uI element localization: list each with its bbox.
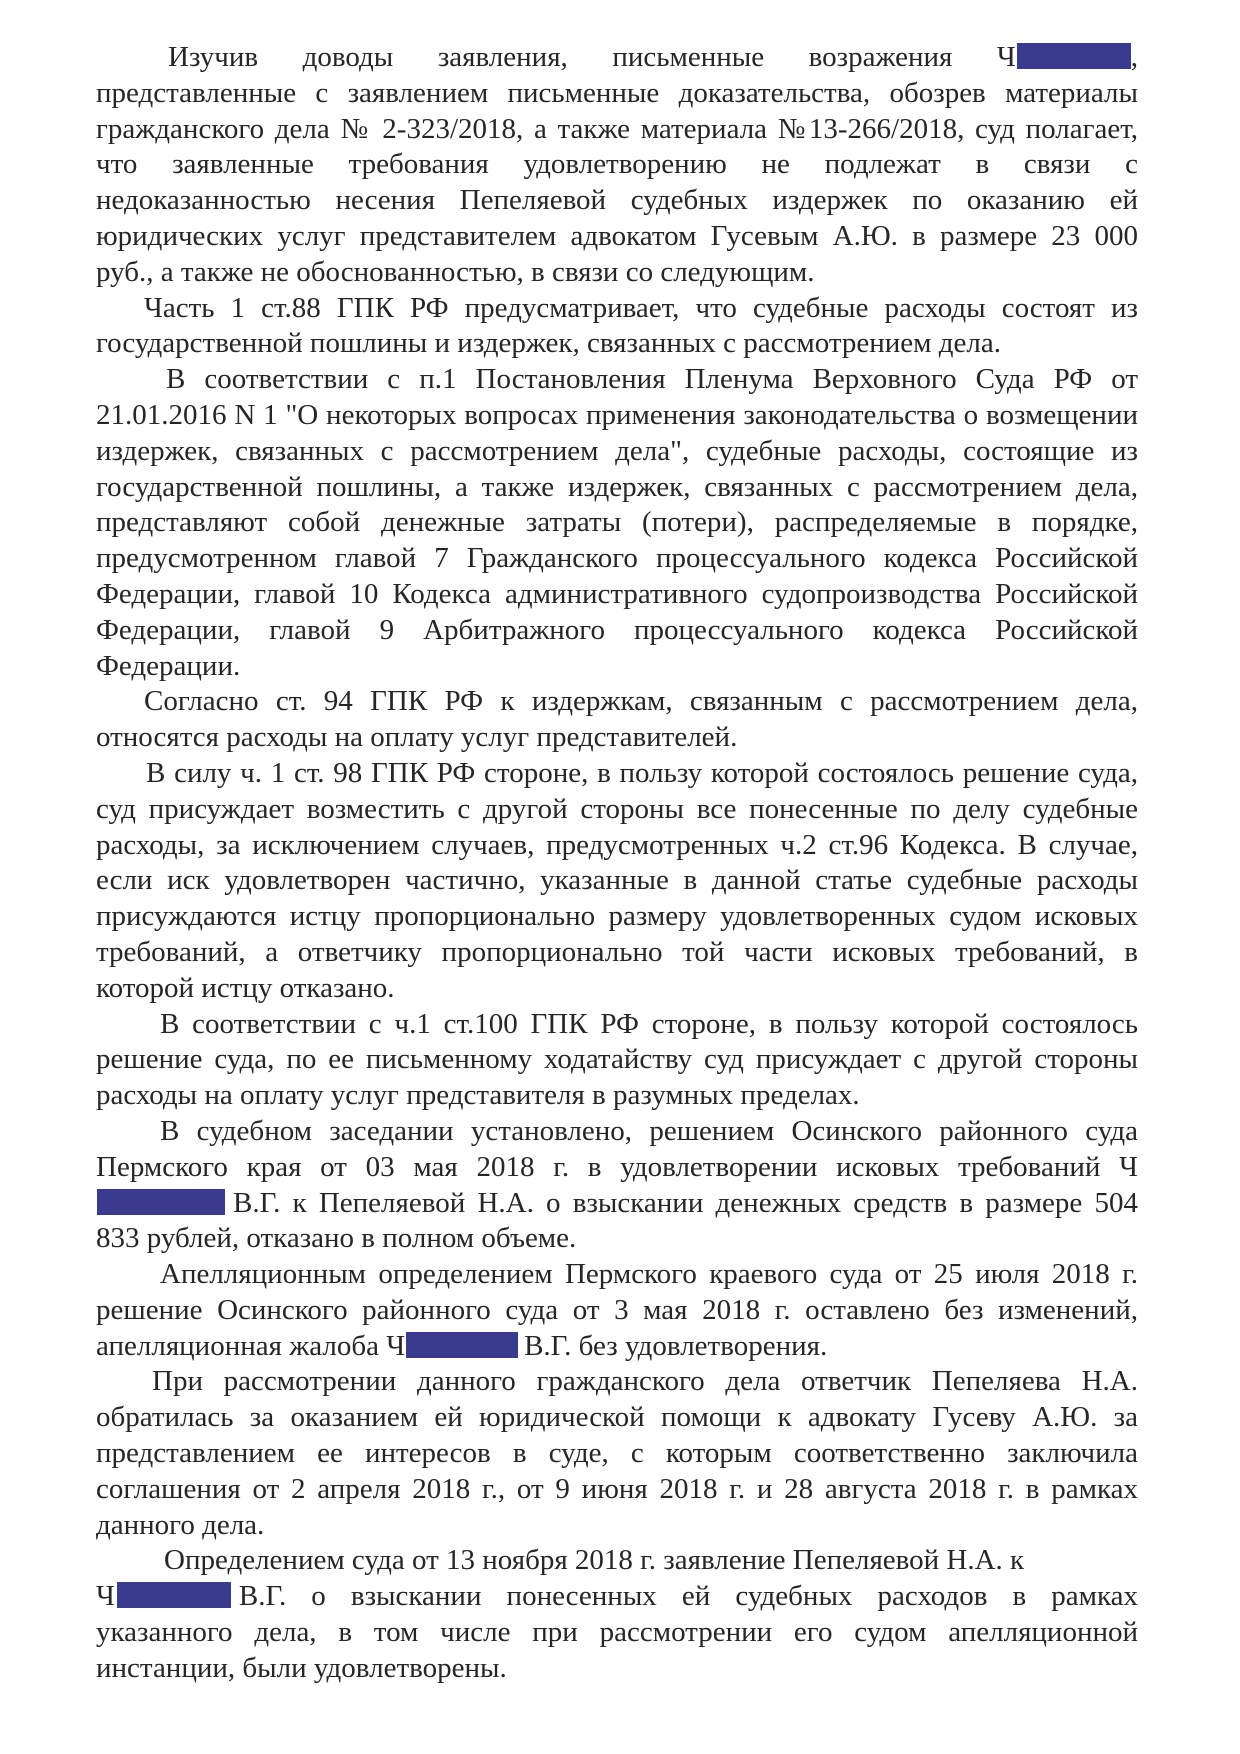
paragraph-3: В соответствии с п.1 Постановления Пленума Верховного Суда РФ от 21.01.2016 N 1 "О некоторых вопросах применения законодательства о возмещении издержек, связанных с рассмотрением дела", судебные расходы, состоящие из государственной пошлины, а также издержек, связанных с рассмотрением дела, представляют собой денежные затраты (потери), распределяемые в порядке, предусмотренном главой 7 Гражданского процессуального кодекса Российской Федерации, главой 10 Кодекса административного судопроизводства Российской Федерации, главой 9 Арбитражного процессуального кодекса Российской Федерации. xyxy=(96,363,1138,682)
paragraph-1-text-a: Изучив доводы заявления, письменные возражения Ч xyxy=(168,41,1016,73)
paragraph-10-text-b: Ч xyxy=(96,1580,115,1613)
redaction-box xyxy=(406,1332,518,1358)
paragraph-7-text-a: В судебном заседании установлено, решением Осинского районного суда Пермского края от 03 мая 2018 г. в удовлетворении исковых требований Ч xyxy=(96,1114,1138,1183)
paragraph-2: Часть 1 ст.88 ГПК РФ предусматривает, что судебные расходы состоят из государственной пошлины и издержек, связанных с рассмотрением дела. xyxy=(96,291,1138,360)
paragraph-7-text-b: В.Г. к Пепеляевой Н.А. о взыскании денежных средств в размере 504 833 рублей, отказано в полном объеме. xyxy=(96,1186,1138,1255)
paragraph-8-text-a: Апелляционным определением Пермского краевого суда от 25 июля 2018 г. решение Осинского районного суда от 3 мая 2018 г. оставлено без изменений, апелляционная жалоба Ч xyxy=(96,1258,1138,1362)
paragraph-6: В соответствии с ч.1 ст.100 ГПК РФ стороне, в пользу которой состоялось решение суда, по ее письменному ходатайству суд присуждает с другой стороны расходы на оплату услуг представителя в разумных пределах. xyxy=(96,1007,1138,1112)
redaction-box xyxy=(1017,43,1131,69)
paragraph-10-text-a: Определением суда от 13 ноября 2018 г. заявление Пепеляевой Н.А. к xyxy=(164,1544,1025,1577)
paragraph-1 xyxy=(96,40,1138,291)
paragraph-4: Согласно ст. 94 ГПК РФ к издержкам, связанным с рассмотрением дела, относятся расходы на оплату услуг представителей. xyxy=(96,685,1138,754)
paragraph-8 xyxy=(96,1257,1138,1364)
redaction-box xyxy=(117,1582,231,1608)
paragraph-1-text-b: , представленные с заявлением письменные доказательства, обозрев материалы гражданского дела № 2-323/2018, а также материала №13-266/2018, суд полагает, что заявленные требования удовлетворению не подлежат в связи с недоказанностью несения Пепеляевой судебных издержек по оказанию ей юридических услуг представителем адвокатом Гусевым А.Ю. в размере 23 000 руб., а также не обоснованностью, в связи со следующим. xyxy=(96,41,1138,288)
paragraph-10-text-c: В.Г. о взыскании понесенных ей судебных расходов в рамках указанного дела, в том числе при рассмотрении его судом апелляционной инстанции, были удовлетворены. xyxy=(96,1580,1138,1684)
paragraph-7 xyxy=(96,1114,1138,1257)
paragraph-5: В силу ч. 1 ст. 98 ГПК РФ стороне, в пользу которой состоялось решение суда, суд присуждает возместить с другой стороны все понесенные по делу судебные расходы, за исключением случаев, предусмотренных ч.2 ст.96 Кодекса. В случае, если иск удовлетворен частично, указанные в данной статье судебные расходы присуждаются истцу пропорционально размеру удовлетворенных судом исковых требований, а ответчику пропорционально той части исковых требований, в которой истцу отказано. xyxy=(96,756,1138,1004)
paragraph-10 xyxy=(96,1543,1138,1686)
paragraph-8-text-b: В.Г. без удовлетворения. xyxy=(524,1329,828,1362)
redaction-box xyxy=(97,1189,225,1215)
paragraph-9: При рассмотрении данного гражданского дела ответчик Пепеляева Н.А. обратилась за оказанием ей юридической помощи к адвокату Гусеву А.Ю. за представлением ее интересов в суде, с которым соответственно заключила соглашения от 2 апреля 2018 г., от 9 июня 2018 г. и 28 августа 2018 г. в рамках данного дела. xyxy=(96,1365,1138,1541)
document-page xyxy=(96,40,1138,1687)
